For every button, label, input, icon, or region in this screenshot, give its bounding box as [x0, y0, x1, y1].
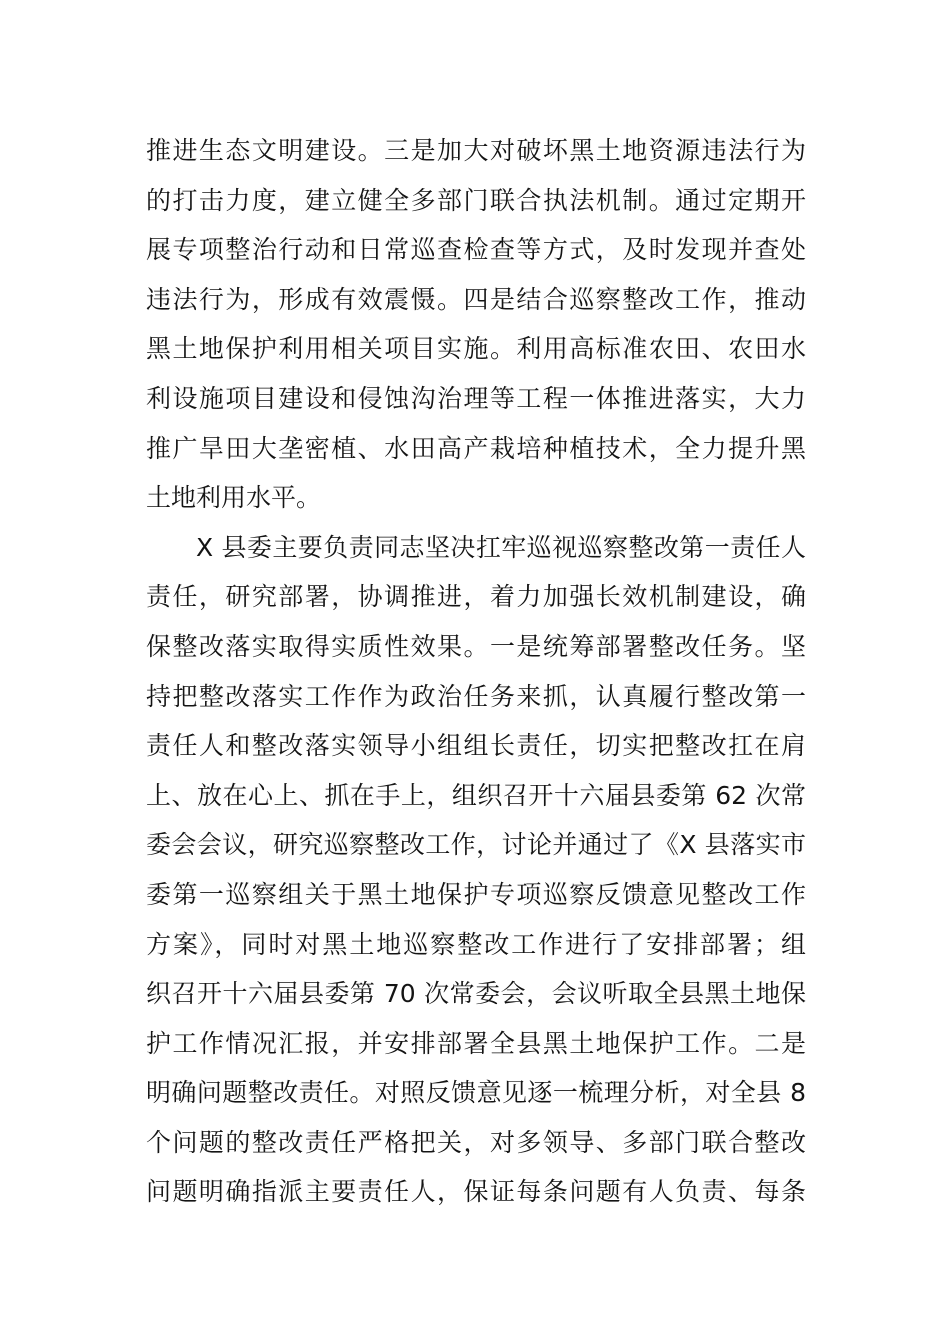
text-line: 委第一巡察组关于黑土地保护专项巡察反馈意见整改工作: [146, 879, 806, 909]
paragraph-1: [146, 126, 806, 523]
text-line: 推进生态文明建设。三是加大对破坏黑土地资源违法行为: [146, 136, 806, 165]
text-line: 委会会议，研究巡察整改工作，讨论并通过了《X 县落实市: [146, 830, 806, 860]
text-line: 问题明确指派主要责任人，保证每条问题有人负责、每条: [146, 1177, 806, 1207]
text-line: 护工作情况汇报，并安排部署全县黑土地保护工作。二是: [146, 1028, 806, 1058]
text-line: 责任人和整改落实领导小组组长责任，切实把整改扛在肩: [146, 731, 806, 761]
text-line: 持把整改落实工作作为政治任务来抓，认真履行整改第一: [146, 681, 806, 711]
text-line: 保整改落实取得实质性效果。一是统筹部署整改任务。坚: [146, 631, 806, 661]
text-line: 责任，研究部署，协调推进，着力加强长效机制建设，确: [146, 582, 806, 612]
text-line: 上、放在心上、抓在手上，组织召开十六届县委第 62 次常: [146, 780, 806, 810]
document-body: [146, 126, 806, 1217]
text-line: 推广旱田大垄密植、水田高产栽培种植技术，全力提升黑: [146, 433, 806, 463]
text-line: 违法行为，形成有效震慑。四是结合巡察整改工作，推动: [146, 284, 806, 314]
text-line: 利设施项目建设和侵蚀沟治理等工程一体推进落实，大力: [146, 383, 806, 413]
text-line: 个问题的整改责任严格把关，对多领导、多部门联合整改: [146, 1127, 806, 1157]
text-line: 的打击力度，建立健全多部门联合执法机制。通过定期开: [146, 185, 806, 215]
paragraph-2: [146, 523, 806, 1217]
text-line: 黑土地保护利用相关项目实施。利用高标准农田、农田水: [146, 334, 806, 364]
text-line: X 县委主要负责同志坚决扛牢巡视巡察整改第一责任人: [196, 532, 806, 562]
text-line: 土地利用水平。: [146, 483, 322, 513]
text-line: 明确问题整改责任。对照反馈意见逐一梳理分析，对全县 8: [146, 1078, 806, 1108]
text-line: 展专项整治行动和日常巡查检查等方式，及时发现并查处: [146, 235, 806, 265]
text-line: 织召开十六届县委第 70 次常委会，会议听取全县黑土地保: [146, 979, 806, 1009]
text-line: 方案》，同时对黑土地巡察整改工作进行了安排部署；组: [146, 929, 806, 959]
